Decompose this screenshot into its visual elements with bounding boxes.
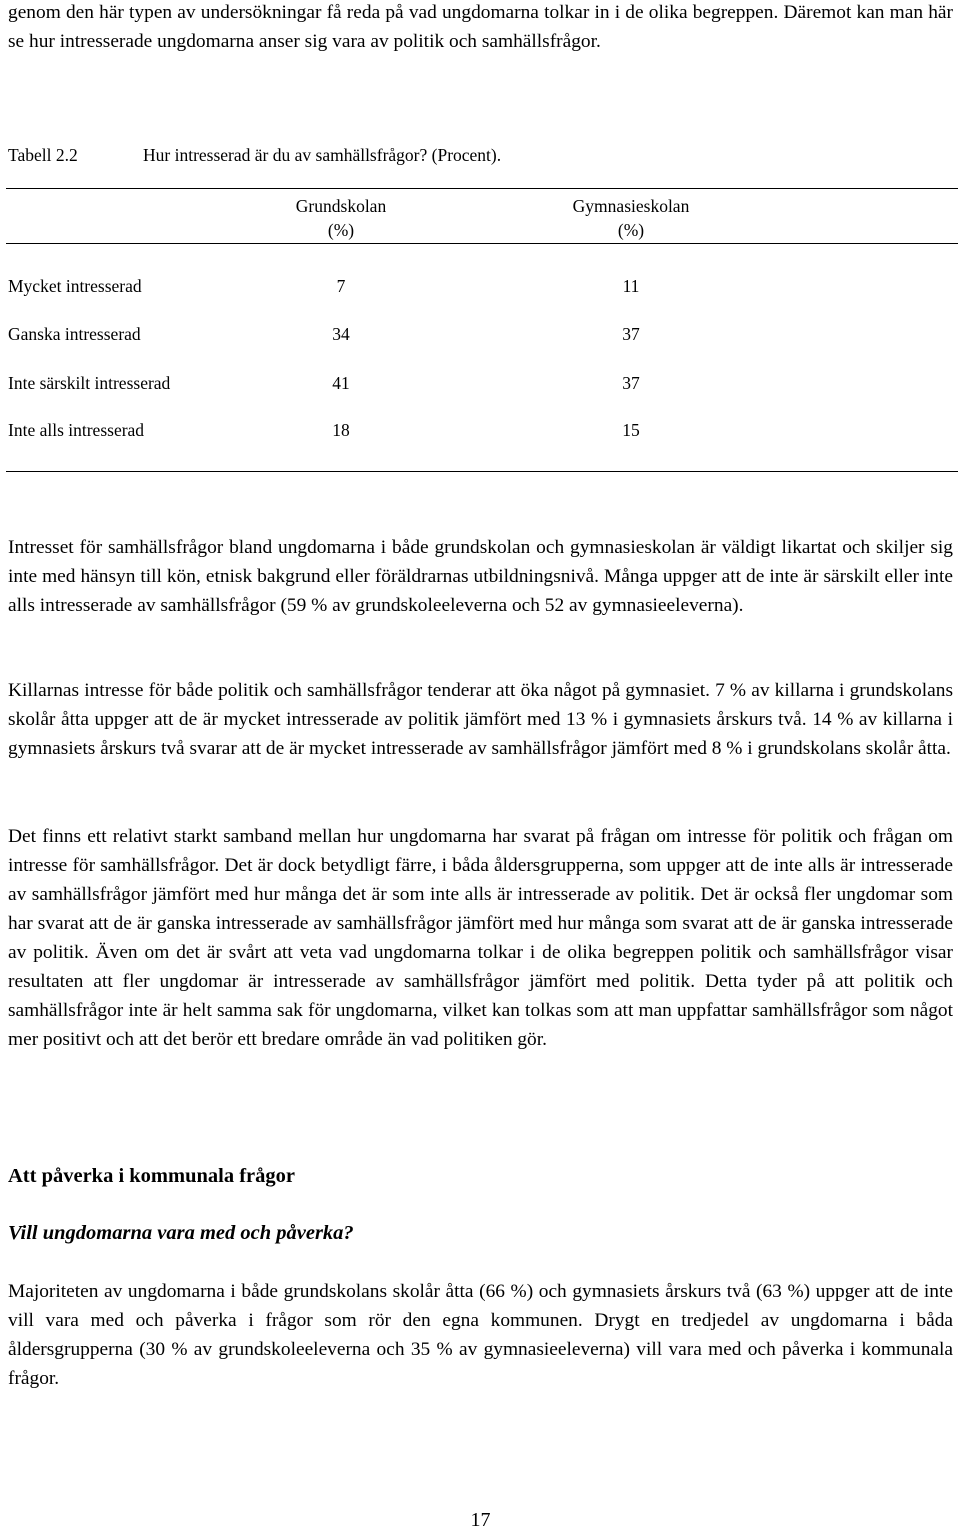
table-bottom-rule — [6, 471, 958, 472]
paragraph-municipal-influence — [8, 1277, 953, 1393]
paragraph-text: Killarnas intresse för både politik och samhällsfrågor tenderar att öka något på gymnasiet. 7 % av killarna i grundskolans skolår åtta uppger att de är mycket intresserade av politik jämfört med 13 % i gymnasiets årskurs två. 14 % av killarna i gymnasiets årskurs två svarar att de är mycket intresserade av samhällsfrågor jämfört med 8 % i grundskolans skolår åtta. — [8, 680, 953, 759]
row-category: Mycket intresserad — [8, 276, 142, 296]
row-value-grundskolan: 18 — [332, 420, 350, 440]
row-value-gymnasieskolan: 37 — [622, 373, 640, 393]
section-subheading: Vill ungdomarna vara med och påverka? — [8, 1222, 354, 1244]
column-header-name: Gymnasieskolan — [572, 196, 690, 216]
row-category: Ganska intresserad — [8, 324, 141, 344]
paragraph-text: Majoriteten av ungdomarna i både grundskolans skolår åtta (66 %) och gymnasiets årskurs två (63 %) uppger att de inte vill vara med och påverka i frågor som rör den egna kommunen. Drygt en tredjedel av ungdomarna i båda åldersgrupperna (30 % av grundskoleeleverna och 35 % av gymnasieeleverna) vill vara med och påverka i kommunala frågor. — [8, 1281, 953, 1389]
table-row — [6, 322, 958, 346]
paragraph-interest-similarity — [8, 533, 953, 620]
table-row — [6, 418, 958, 442]
column-header-name: Grundskolan — [295, 196, 387, 216]
row-category: Inte särskilt intresserad — [8, 373, 171, 393]
row-value-grundskolan: 41 — [332, 373, 350, 393]
column-header-unit: (%) — [327, 220, 355, 240]
table-label: Tabell 2.2 — [8, 145, 78, 165]
column-header-grundskolan — [241, 194, 441, 242]
row-value-grundskolan: 34 — [332, 324, 350, 344]
intro-paragraph: genom den här typen av undersökningar få reda på vad ungdomarna tolkar in i de olika begreppen. Däremot kan man här se hur intresserade ungdomarna anser sig vara av politik och samhällsfrågor. — [8, 2, 953, 52]
row-category: Inte alls intresserad — [8, 420, 145, 440]
paragraph-boys-interest — [8, 676, 953, 763]
table-top-rule — [6, 188, 958, 189]
page-number: 17 — [470, 1509, 491, 1531]
table-header-rule — [6, 243, 958, 244]
column-header-unit: (%) — [617, 220, 645, 240]
table-row — [6, 274, 958, 298]
paragraph-text: Det finns ett relativt starkt samband mellan hur ungdomarna har svarat på frågan om intresse för politik och frågan om intresse för samhällsfrågor. Det är dock betydligt färre, i båda åldersgrupperna, som uppger att de inte alls är intresserade av samhällsfrågor jämfört med hur många det är som inte alls är intresserade av politik. Det är också fler ungdomar som har svarat att de är ganska intresserade av samhällsfrågor jämfört med hur många som svarat att de är ganska intresserade av politik. Även om det är svårt att veta vad ungdomarna tolkar i de olika begreppen politik och samhällsfrågor visar resultaten att fler ungdomar är intresserade av samhällsfrågor jämfört med politik. Detta tyder på att politik och samhällsfrågor inte är helt samma sak för ungdomarna, vilket kan tolkas som att man uppfattar samhällsfrågor som något mer positivt och att det berör ett bredare område än vad politiken gör. — [8, 826, 953, 1050]
interest-table — [6, 188, 958, 473]
row-value-grundskolan: 7 — [336, 276, 346, 296]
paragraph-text: Intresset för samhällsfrågor bland ungdomarna i både grundskolan och gymnasieskolan är väldigt likartat och skiljer sig inte med hänsyn till kön, etnisk bakgrund eller föräldrarnas utbildningsnivå. Många uppger att de inte är särskilt eller inte alls intresserade av samhällsfrågor (59 % av grundskoleeleverna och 52 av gymnasieeleverna). — [8, 537, 953, 616]
row-value-gymnasieskolan: 15 — [622, 420, 640, 440]
row-value-gymnasieskolan: 11 — [622, 276, 640, 296]
paragraph-politics-vs-society — [8, 822, 953, 1054]
column-header-gymnasieskolan — [531, 194, 731, 242]
table-row — [6, 371, 958, 395]
table-title: Hur intresserad är du av samhällsfrågor? (Procent). — [143, 145, 502, 165]
row-value-gymnasieskolan: 37 — [622, 324, 640, 344]
section-heading: Att påverka i kommunala frågor — [8, 1165, 295, 1187]
